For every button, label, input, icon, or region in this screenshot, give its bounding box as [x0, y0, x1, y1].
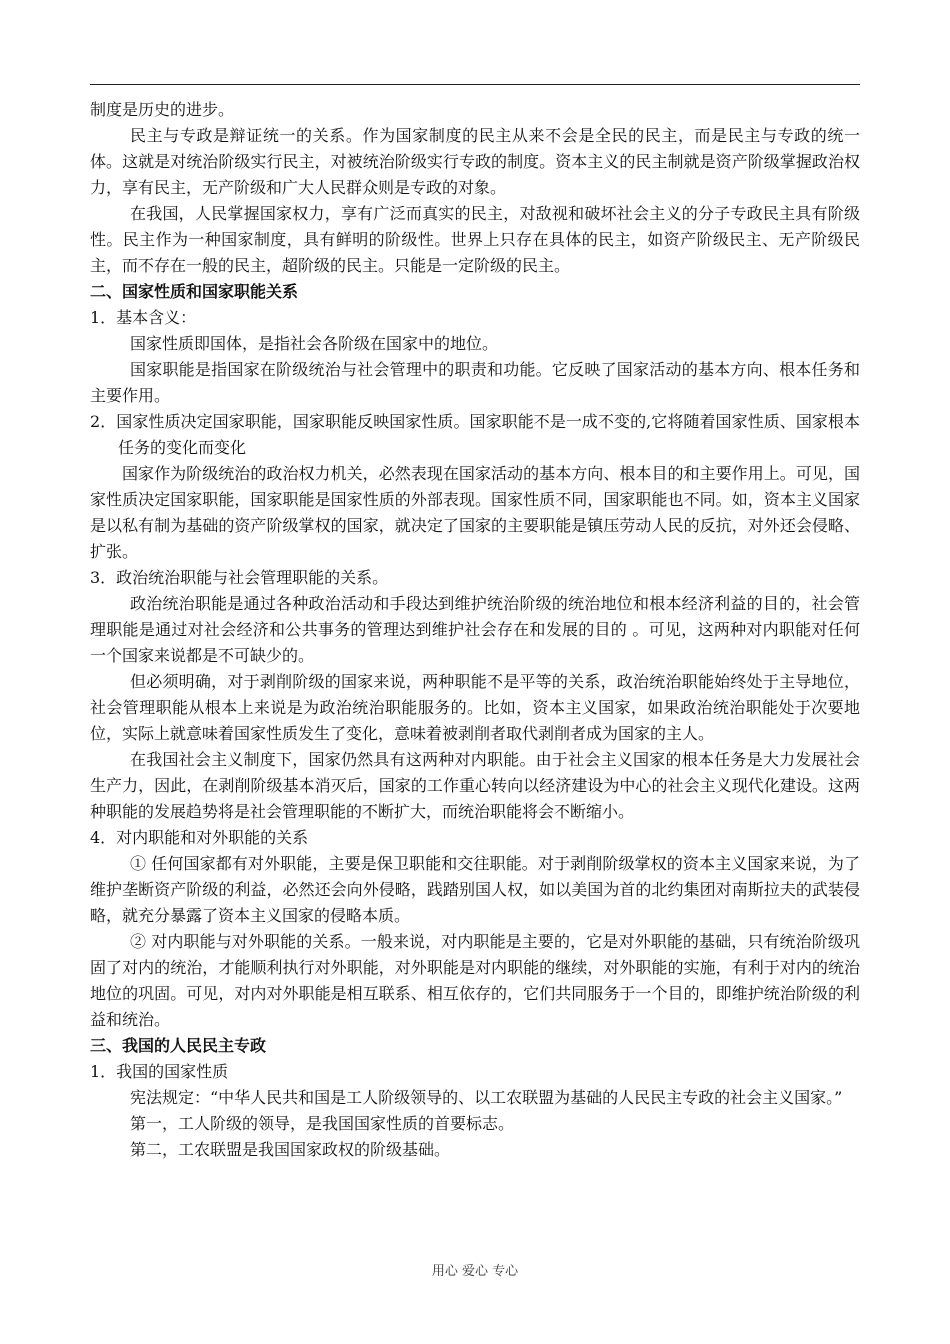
document-body: [90, 97, 860, 1163]
section-heading: 二、国家性质和国家职能关系: [90, 282, 299, 301]
subheading: 2．国家性质决定国家职能，国家职能反映国家性质。国家职能不是一成不变的,它将随着国家性质、国家根本任务的变化而变化: [90, 412, 860, 457]
paragraph: 但必须明确，对于剥削阶级的国家来说，两种职能不是平等的关系，政治统治职能始终处于主导地位，社会管理职能从根本上来说是为政治统治职能服务的。比如，资本主义国家，如果政治统治职能处于次要地位，实际上就意味着国家性质发生了变化，意味着被剥削者取代剥削者成为国家的主人。: [90, 672, 860, 743]
paragraph: 宪法规定：“中华人民共和国是工人阶级领导的、以工农联盟为基础的人民民主专政的社会主义国家。”: [130, 1088, 843, 1107]
section-heading: 三、我国的人民民主专政: [90, 1036, 267, 1055]
header-rule: [90, 84, 860, 85]
subheading: 3．政治统治职能与社会管理职能的关系。: [90, 568, 389, 587]
paragraph: 国家职能是指国家在阶级统治与社会管理中的职责和功能。它反映了国家活动的基本方向、根本任务和主要作用。: [90, 360, 860, 405]
paragraph: 国家作为阶级统治的政治权力机关，必然表现在国家活动的基本方向、根本目的和主要作用上。可见，国家性质决定国家职能，国家职能是国家性质的外部表现。国家性质不同，国家职能也不同。如，资本主义国家是以私有制为基础的资产阶级掌权的国家，就决定了国家的主要职能是镇压劳动人民的反抗，对外还会侵略、扩张。: [90, 464, 860, 561]
paragraph: 第一，工人阶级的领导，是我国国家性质的首要标志。: [130, 1114, 515, 1133]
subheading: 1．基本含义：: [90, 308, 197, 327]
paragraph: ② 对内职能与对外职能的关系。一般来说，对内职能是主要的，它是对外职能的基础，只有统治阶级巩固了对内的统治，才能顺利执行对外职能，对外职能是对内职能的继续，对外职能的实施，有利于对内的统治地位的巩固。可见，对内对外职能是相互联系、相互依存的，它们共同服务于一个目的，即维护统治阶级的利益和统治。: [90, 932, 860, 1029]
paragraph: 制度是历史的进步。: [90, 100, 235, 119]
subheading: 1．我国的国家性质: [90, 1062, 229, 1081]
paragraph: ① 任何国家都有对外职能，主要是保卫职能和交往职能。对于剥削阶级掌权的资本主义国家来说，为了维护垄断资产阶级的利益，必然还会向外侵略，践踏别国人权，如以美国为首的北约集团对南斯拉夫的武装侵略，就充分暴露了资本主义国家的侵略本质。: [90, 854, 860, 925]
paragraph: 在我国社会主义制度下，国家仍然具有这两种对内职能。由于社会主义国家的根本任务是大力发展社会生产力，因此，在剥削阶级基本消灭后，国家的工作重心转向以经济建设为中心的社会主义现代化建设。这两种职能的发展趋势将是社会管理职能的不断扩大，而统治职能将会不断缩小。: [90, 750, 860, 821]
paragraph: 政治统治职能是通过各种政治活动和手段达到维护统治阶级的统治地位和根本经济利益的目的，社会管理职能是通过对社会经济和公共事务的管理达到维护社会存在和发展的目的 。可见，这两种对内职能对任何一个国家来说都是不可缺少的。: [90, 594, 860, 665]
paragraph: 国家性质即国体，是指社会各阶级在国家中的地位。: [130, 334, 499, 353]
paragraph: 民主与专政是辩证统一的关系。作为国家制度的民主从来不会是全民的民主，而是民主与专政的统一体。这就是对统治阶级实行民主，对被统治阶级实行专政的制度。资本主义的民主制就是资产阶级掌握政治权力，享有民主，无产阶级和广大人民群众则是专政的对象。: [90, 126, 860, 197]
paragraph: 第二，工农联盟是我国国家政权的阶级基础。: [130, 1140, 451, 1159]
page-footer: 用心 爱心 专心: [431, 1264, 519, 1279]
subheading: 4．对内职能和对外职能的关系: [90, 828, 309, 847]
paragraph: 在我国，人民掌握国家权力，享有广泛而真实的民主，对敌视和破坏社会主义的分子专政民主具有阶级性。民主作为一种国家制度，具有鲜明的阶级性。世界上只存在具体的民主，如资产阶级民主、无产阶级民主，而不存在一般的民主，超阶级的民主。只能是一定阶级的民主。: [90, 204, 860, 275]
